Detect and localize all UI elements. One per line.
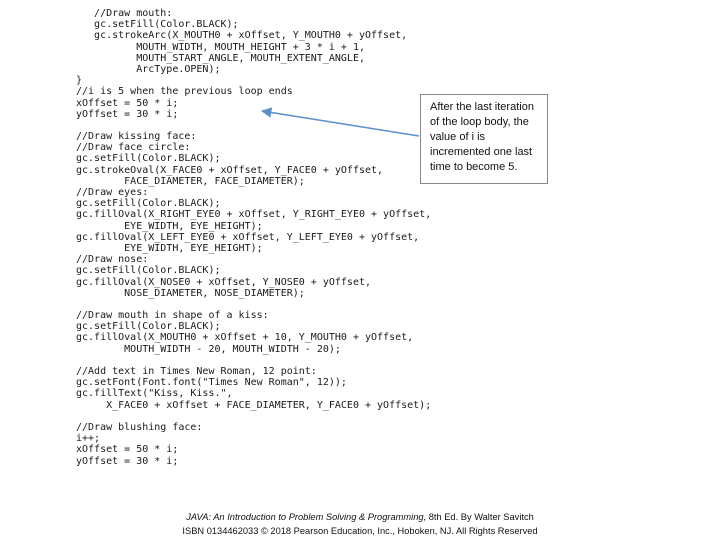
code-line: NOSE_DIAMETER, NOSE_DIAMETER); (76, 287, 305, 299)
code-line: gc.setFill(Color.BLACK); (76, 153, 221, 165)
code-line: //i is 5 when the previous loop ends (76, 86, 293, 98)
code-line: //Add text in Times New Roman, 12 point: (76, 366, 317, 377)
code-line: gc.setFill(Color.BLACK); (76, 265, 221, 277)
slide-footer (0, 510, 720, 538)
code-line: } (76, 75, 83, 87)
code-line: //Draw eyes: (76, 187, 149, 198)
code-line: X_FACE0 + xOffset + FACE_DIAMETER, Y_FACE0 + yOffset); (76, 399, 432, 411)
code-line: EYE_WIDTH, EYE_HEIGHT); (76, 242, 263, 254)
code-line: gc.strokeArc(X_MOUTH0 + xOffset, Y_MOUTH0 + yOffset, (76, 30, 408, 42)
code-line: xOffset = 50 * i; (76, 97, 179, 109)
code-line: EYE_WIDTH, EYE_HEIGHT); (76, 220, 263, 232)
code-line (76, 411, 476, 422)
code-line: MOUTH_WIDTH, MOUTH_HEIGHT + 3 * i + 1, (76, 41, 365, 53)
code-line: yOffset = 30 * i; (76, 108, 179, 120)
code-line: gc.fillOval(X_NOSE0 + xOffset, Y_NOSE0 + yOffset, (76, 276, 372, 288)
code-line: gc.setFill(Color.BLACK); (76, 321, 221, 333)
code-line: gc.strokeOval(X_FACE0 + xOffset, Y_FACE0 + yOffset, (76, 164, 384, 176)
code-line: //Draw mouth: (76, 8, 173, 19)
code-line: gc.setFill(Color.BLACK); (76, 198, 221, 210)
code-line: gc.fillOval(X_MOUTH0 + xOffset + 10, Y_MOUTH0 + yOffset, (76, 332, 414, 344)
code-line (76, 120, 476, 131)
code-line: MOUTH_START_ANGLE, MOUTH_EXTENT_ANGLE, (76, 52, 365, 64)
code-line: gc.setFont(Font.font("Times New Roman", 12)); (76, 377, 347, 389)
code-line (76, 299, 476, 310)
code-line: //Draw kissing face: (76, 131, 197, 143)
code-line: //Draw mouth in shape of a kiss: (76, 310, 269, 322)
code-line: gc.fillText("Kiss, Kiss.", (76, 388, 233, 400)
code-line: i++; (76, 433, 101, 445)
code-line: //Draw face circle: (76, 142, 191, 154)
code-line: //Draw blushing face: (76, 421, 203, 433)
code-line: MOUTH_WIDTH - 20, MOUTH_WIDTH - 20); (76, 343, 341, 355)
annotation-callout (420, 94, 548, 184)
code-line: FACE_DIAMETER, FACE_DIAMETER); (76, 175, 305, 187)
code-line: gc.fillOval(X_LEFT_EYE0 + xOffset, Y_LEFT_EYE0 + yOffset, (76, 231, 420, 243)
code-line: ArcType.OPEN); (76, 63, 221, 75)
callout-text: After the last iteration of the loop body, the value of i is incremented one last time to become 5. (430, 101, 534, 173)
footer-book-title: JAVA: An Introduction to Problem Solving & Programming, (186, 512, 427, 522)
code-line: yOffset = 30 * i; (76, 455, 179, 467)
code-line: xOffset = 50 * i; (76, 444, 179, 456)
code-line: gc.setFill(Color.BLACK); (76, 19, 239, 31)
footer-citation (0, 510, 720, 524)
footer-isbn: ISBN 0134462033 © 2018 Pearson Education, Inc., Hoboken, NJ. All Rights Reserved (182, 526, 538, 536)
code-listing (76, 8, 476, 467)
code-line (76, 355, 476, 366)
code-line: gc.fillOval(X_RIGHT_EYE0 + xOffset, Y_RIGHT_EYE0 + yOffset, (76, 209, 432, 221)
code-line: //Draw nose: (76, 254, 149, 266)
footer-edition: 8th Ed. By Walter Savitch (426, 512, 534, 522)
